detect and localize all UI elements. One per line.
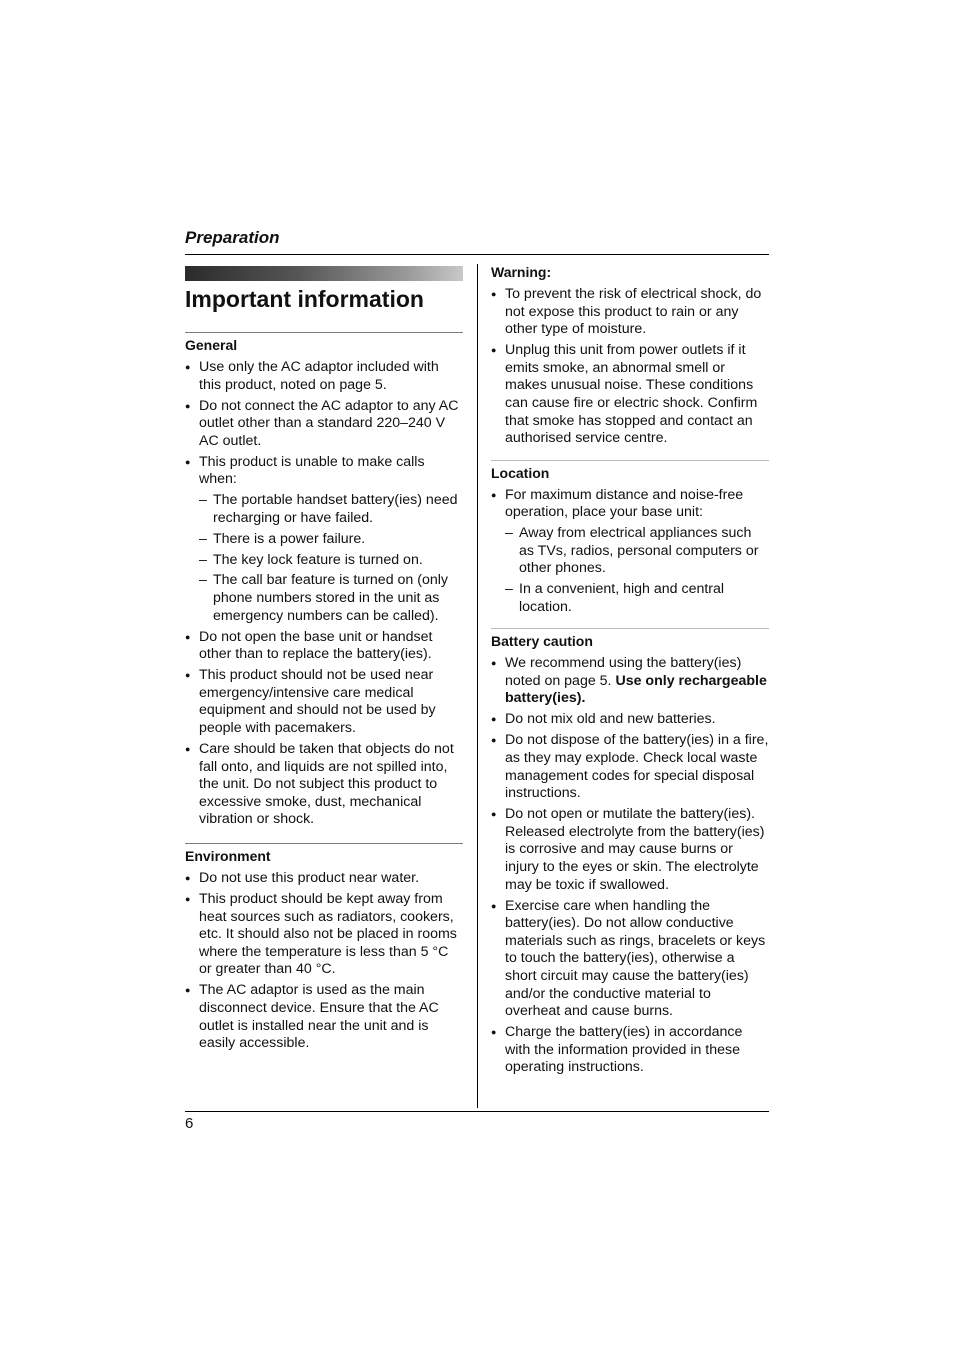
list-item: ● Do not mix old and new batteries. <box>491 711 769 729</box>
warning-heading: Warning: <box>491 264 552 280</box>
list-item: ● Do not open or mutilate the battery(ies). Released electrolyte from the battery(ies) is corrosive and may cause burns or injury to the eyes or skin. The electrolyte may be toxic if swallowed. <box>491 806 769 894</box>
location-list <box>491 487 769 617</box>
list-item: ● This product should not be used near emergency/intensive care medical equipment and should not be used by people with pacemakers. <box>185 667 463 737</box>
list-item <box>185 454 463 626</box>
general-list <box>185 359 463 829</box>
page-title: Important information <box>185 286 424 312</box>
page-footer <box>185 1111 769 1134</box>
list-item: ● Do not dispose of the battery(ies) in a fire, as they may explode. Check local waste management codes for special disposal instructions. <box>491 732 769 802</box>
environment-rule <box>185 843 463 844</box>
list-item: ● Unplug this unit from power outlets if it emits smoke, an abnormal smell or makes unusual noise. These conditions can cause fire or electric shock. Confirm that smoke has stopped and contact an authorised service centre. <box>491 342 769 448</box>
environment-list <box>185 870 463 1053</box>
location-sub-list <box>505 525 769 616</box>
list-item-text: This product is unable to make calls when: <box>199 453 425 488</box>
list-item: ● Do not use this product near water. <box>185 870 463 888</box>
list-item <box>491 487 769 617</box>
list-item: ● Do not connect the AC adaptor to any AC outlet other than a standard 220–240 V AC outlet. <box>185 398 463 451</box>
sub-list-item: – The key lock feature is turned on. <box>199 552 463 570</box>
list-item: ● The AC adaptor is used as the main disconnect device. Ensure that the AC outlet is installed near the unit and is easily accessible. <box>185 982 463 1052</box>
environment-heading: Environment <box>185 847 271 864</box>
sub-list-item: – In a convenient, high and central location. <box>505 581 769 616</box>
section-label: Preparation <box>185 228 280 247</box>
warning-list <box>491 286 769 448</box>
location-heading: Location <box>491 464 550 481</box>
page-header <box>185 228 769 255</box>
list-item-text: We recommend using the battery(ies) noted on page 5. <box>505 655 742 689</box>
list-item: ● Charge the battery(ies) in accordance with the information provided in these operating instructions. <box>491 1024 769 1077</box>
sub-list-item: – Away from electrical appliances such as TVs, radios, personal computers or other phones. <box>505 525 769 578</box>
left-column <box>185 266 463 1056</box>
title-gradient-bar <box>185 266 463 281</box>
sub-list-item: – The call bar feature is turned on (only phone numbers stored in the unit as emergency numbers can be called). <box>199 572 463 625</box>
list-item: ● To prevent the risk of electrical shock, do not expose this product to rain or any other type of moisture. <box>491 286 769 339</box>
battery-rule <box>491 628 769 629</box>
column-divider <box>477 264 478 1108</box>
page-number: 6 <box>185 1115 194 1132</box>
battery-list <box>491 655 769 1077</box>
general-rule <box>185 332 463 333</box>
list-item: ● Use only the AC adaptor included with this product, noted on page 5. <box>185 359 463 394</box>
list-item: ● This product should be kept away from heat sources such as radiators, cookers, etc. It should also not be placed in rooms where the temperature is less than 5 °C or greater than 40 °C. <box>185 891 463 979</box>
sub-list-item: – There is a power failure. <box>199 531 463 549</box>
list-item: ● Care should be taken that objects do not fall onto, and liquids are not spilled into, the unit. Do not subject this product to excessive smoke, dust, mechanical vibration or shock. <box>185 741 463 829</box>
list-item: ● Exercise care when handling the battery(ies). Do not allow conductive materials such as rings, bracelets or keys to touch the battery(ies), otherwise a short circuit may cause the battery(ies) and/or the conductive material to overheat and cause burns. <box>491 898 769 1021</box>
right-column <box>491 266 769 1080</box>
location-rule <box>491 460 769 461</box>
sub-list-item: – The portable handset battery(ies) need recharging or have failed. <box>199 492 463 527</box>
list-item-emphasis: Use only rechargeable battery(ies). <box>505 672 767 707</box>
list-item-text: For maximum distance and noise-free operation, place your base unit: <box>505 486 744 521</box>
general-heading: General <box>185 337 238 353</box>
list-item <box>491 655 769 708</box>
battery-heading: Battery caution <box>491 633 593 650</box>
general-sub-list <box>199 492 463 625</box>
list-item: ● Do not open the base unit or handset other than to replace the battery(ies). <box>185 629 463 664</box>
